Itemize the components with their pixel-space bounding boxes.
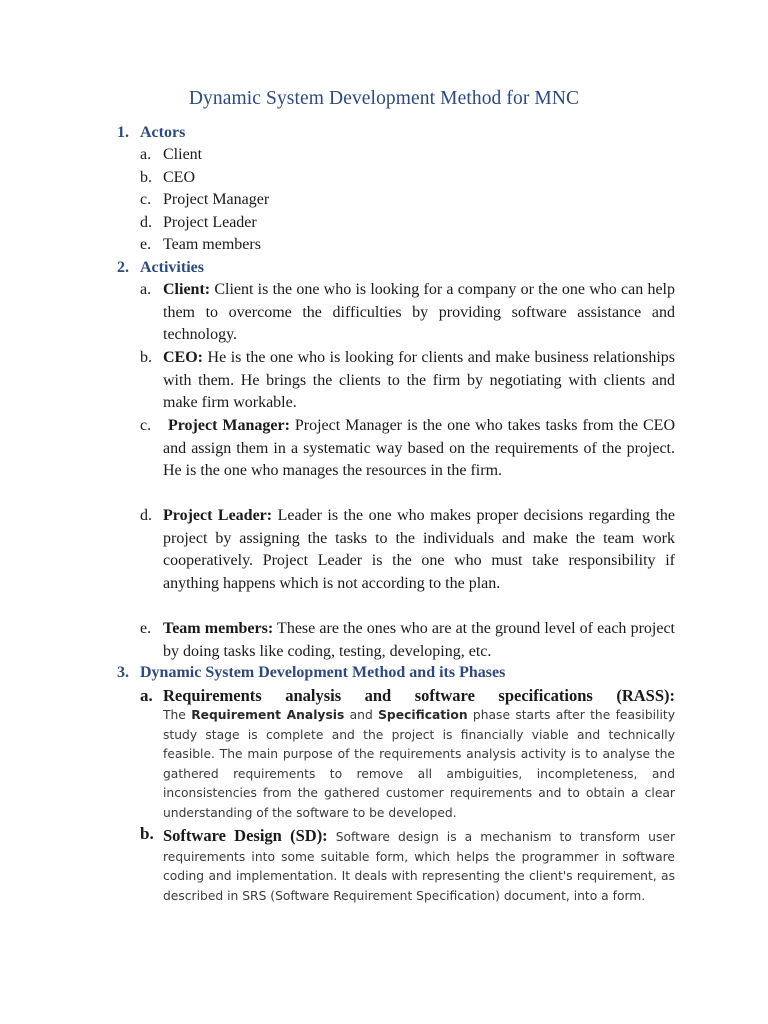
document-title: Dynamic System Development Method for MNC: [188, 88, 580, 109]
list-item: a. Client: [140, 146, 203, 163]
activity-client: a. Client: Client is the one who is looking for a company or the one who can help them to overcome the difficulties by providing software assistance and technology.: [140, 281, 675, 344]
phase-description: The Requirement Analysis and Specification phase starts after the feasibility study stage is complete and the project is financially viable and technically feasible. The main purpose of the requirements analysis activity is to analyse the gathered requirements to remove all ambiguities, incompleteness, and inconsistencies from the gathered customer requirements and to obtain a clear understanding of the software to be developed.: [163, 708, 675, 820]
list-item: b. CEO: [140, 169, 195, 186]
activity-team-members: e. Team members: These are the ones who are at the ground level of each project by doing tasks like coding, testing, developing, etc.: [140, 620, 675, 660]
list-item: d. Project Leader: [140, 214, 257, 231]
activity-project-leader: d. Project Leader: Leader is the one who makes proper decisions regarding the project by assigning the tasks to the individuals and make the team work cooperatively. Project Leader is the one who must take responsibility if anything happens which is not according to the plan.: [140, 507, 675, 592]
phase-description: Software Design (SD): Software design is a mechanism to transform user requirements into some suitable form, which helps the programmer in software coding and implementation. It deals with representing the client's requirement, as described in SRS (Software Requirement Specification) document, into a form.: [163, 826, 675, 903]
list-item: c. Project Manager: [140, 191, 270, 208]
phase-rass: a. Requirements analysis and software specifications (RASS): The Requirement Analysis and Specification phase starts after the feasibility study stage is complete and the project is financially viable and technically feasible. The main purpose of the requirements analysis activity is to analyse the gathered requirements to remove all ambiguities, incompleteness, and inconsistencies from the gathered customer requirements and to obtain a clear understanding of the software to be developed.: [140, 686, 675, 824]
list-item: e. Team members: [140, 236, 261, 253]
section-heading-activities: 2. Activities: [117, 259, 204, 276]
section-heading-phases: 3. Dynamic System Development Method and its Phases: [117, 664, 506, 681]
phase-heading: Requirements analysis and software specifications (RASS):: [163, 686, 675, 705]
activity-ceo: b. CEO: He is the one who is looking for clients and make business relationships with them. He brings the clients to the firm by negotiating with clients and make firm workable.: [140, 349, 675, 412]
section-heading-actors: 1. Actors: [117, 124, 186, 141]
phase-software-design: b. Software Design (SD): Software design is a mechanism to transform user requirements into some suitable form, which helps the programmer in software coding and implementation. It deals with representing the client's requirement, as described in SRS (Software Requirement Specification) document, into a form.: [140, 826, 675, 906]
activity-project-manager: c. Project Manager: Project Manager is the one who takes tasks from the CEO and assign them in a systematic way based on the requirements of the project. He is the one who manages the resources in the firm.: [140, 417, 676, 480]
